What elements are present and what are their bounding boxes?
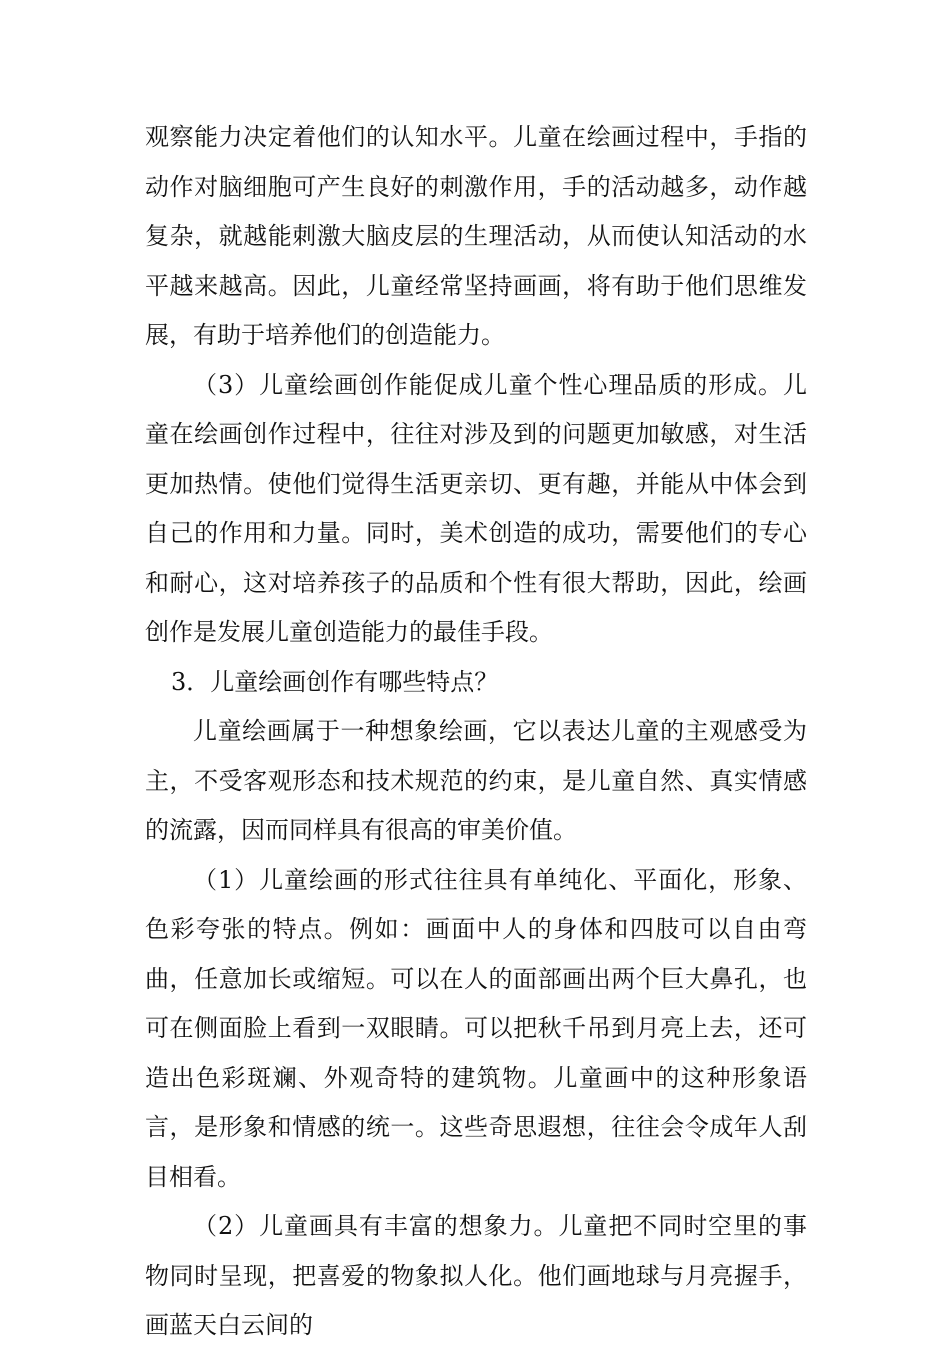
paragraph-personality: （3）儿童绘画创作能促成儿童个性心理品质的形成。儿童在绘画创作过程中，往往对涉及到的问题更加敏感，对生活更加热情。使他们觉得生活更亲切、更有趣，并能从中体会到自己的作用和力量。同时，美术创造的成功，需要他们的专心和耐心，这对培养孩子的品质和个性有很大帮助，因此，绘画创作是发展儿童创造能力的最佳手段。 (145, 370, 807, 646)
paragraph-form-features: （1）儿童绘画的形式往往具有单纯化、平面化，形象、色彩夸张的特点。例如：画面中人的身体和四肢可以自由弯曲，任意加长或缩短。可以在人的面部画出两个巨大鼻孔，也可在侧面脸上看到一双眼睛。可以把秋千吊到月亮上去，还可造出色彩斑斓、外观奇特的建筑物。儿童画中的这种形象语言，是形象和情感的统一。这些奇思遐想，往往会令成年人刮目相看。 (145, 865, 807, 1191)
body-text (145, 113, 807, 1351)
section-heading-features: 3．儿童绘画创作有哪些特点？ (171, 667, 499, 696)
paragraph-imagination-painting: 儿童绘画属于一种想象绘画，它以表达儿童的主观感受为主，不受客观形态和技术规范的约束，是儿童自然、真实情感的流露，因而同样具有很高的审美价值。 (145, 717, 807, 844)
paragraph-rich-imagination: （2）儿童画具有丰富的想象力。儿童把不同时空里的事物同时呈现，把喜爱的物象拟人化。他们画地球与月亮握手，画蓝天白云间的 (145, 1212, 807, 1339)
paragraph-cognition: 观察能力决定着他们的认知水平。儿童在绘画过程中，手指的动作对脑细胞可产生良好的刺激作用，手的活动越多，动作越复杂，就越能刺激大脑皮层的生理活动，从而使认知活动的水平越来越高。因此，儿童经常坚持画画，将有助于他们思维发展，有助于培养他们的创造能力。 (145, 123, 807, 349)
